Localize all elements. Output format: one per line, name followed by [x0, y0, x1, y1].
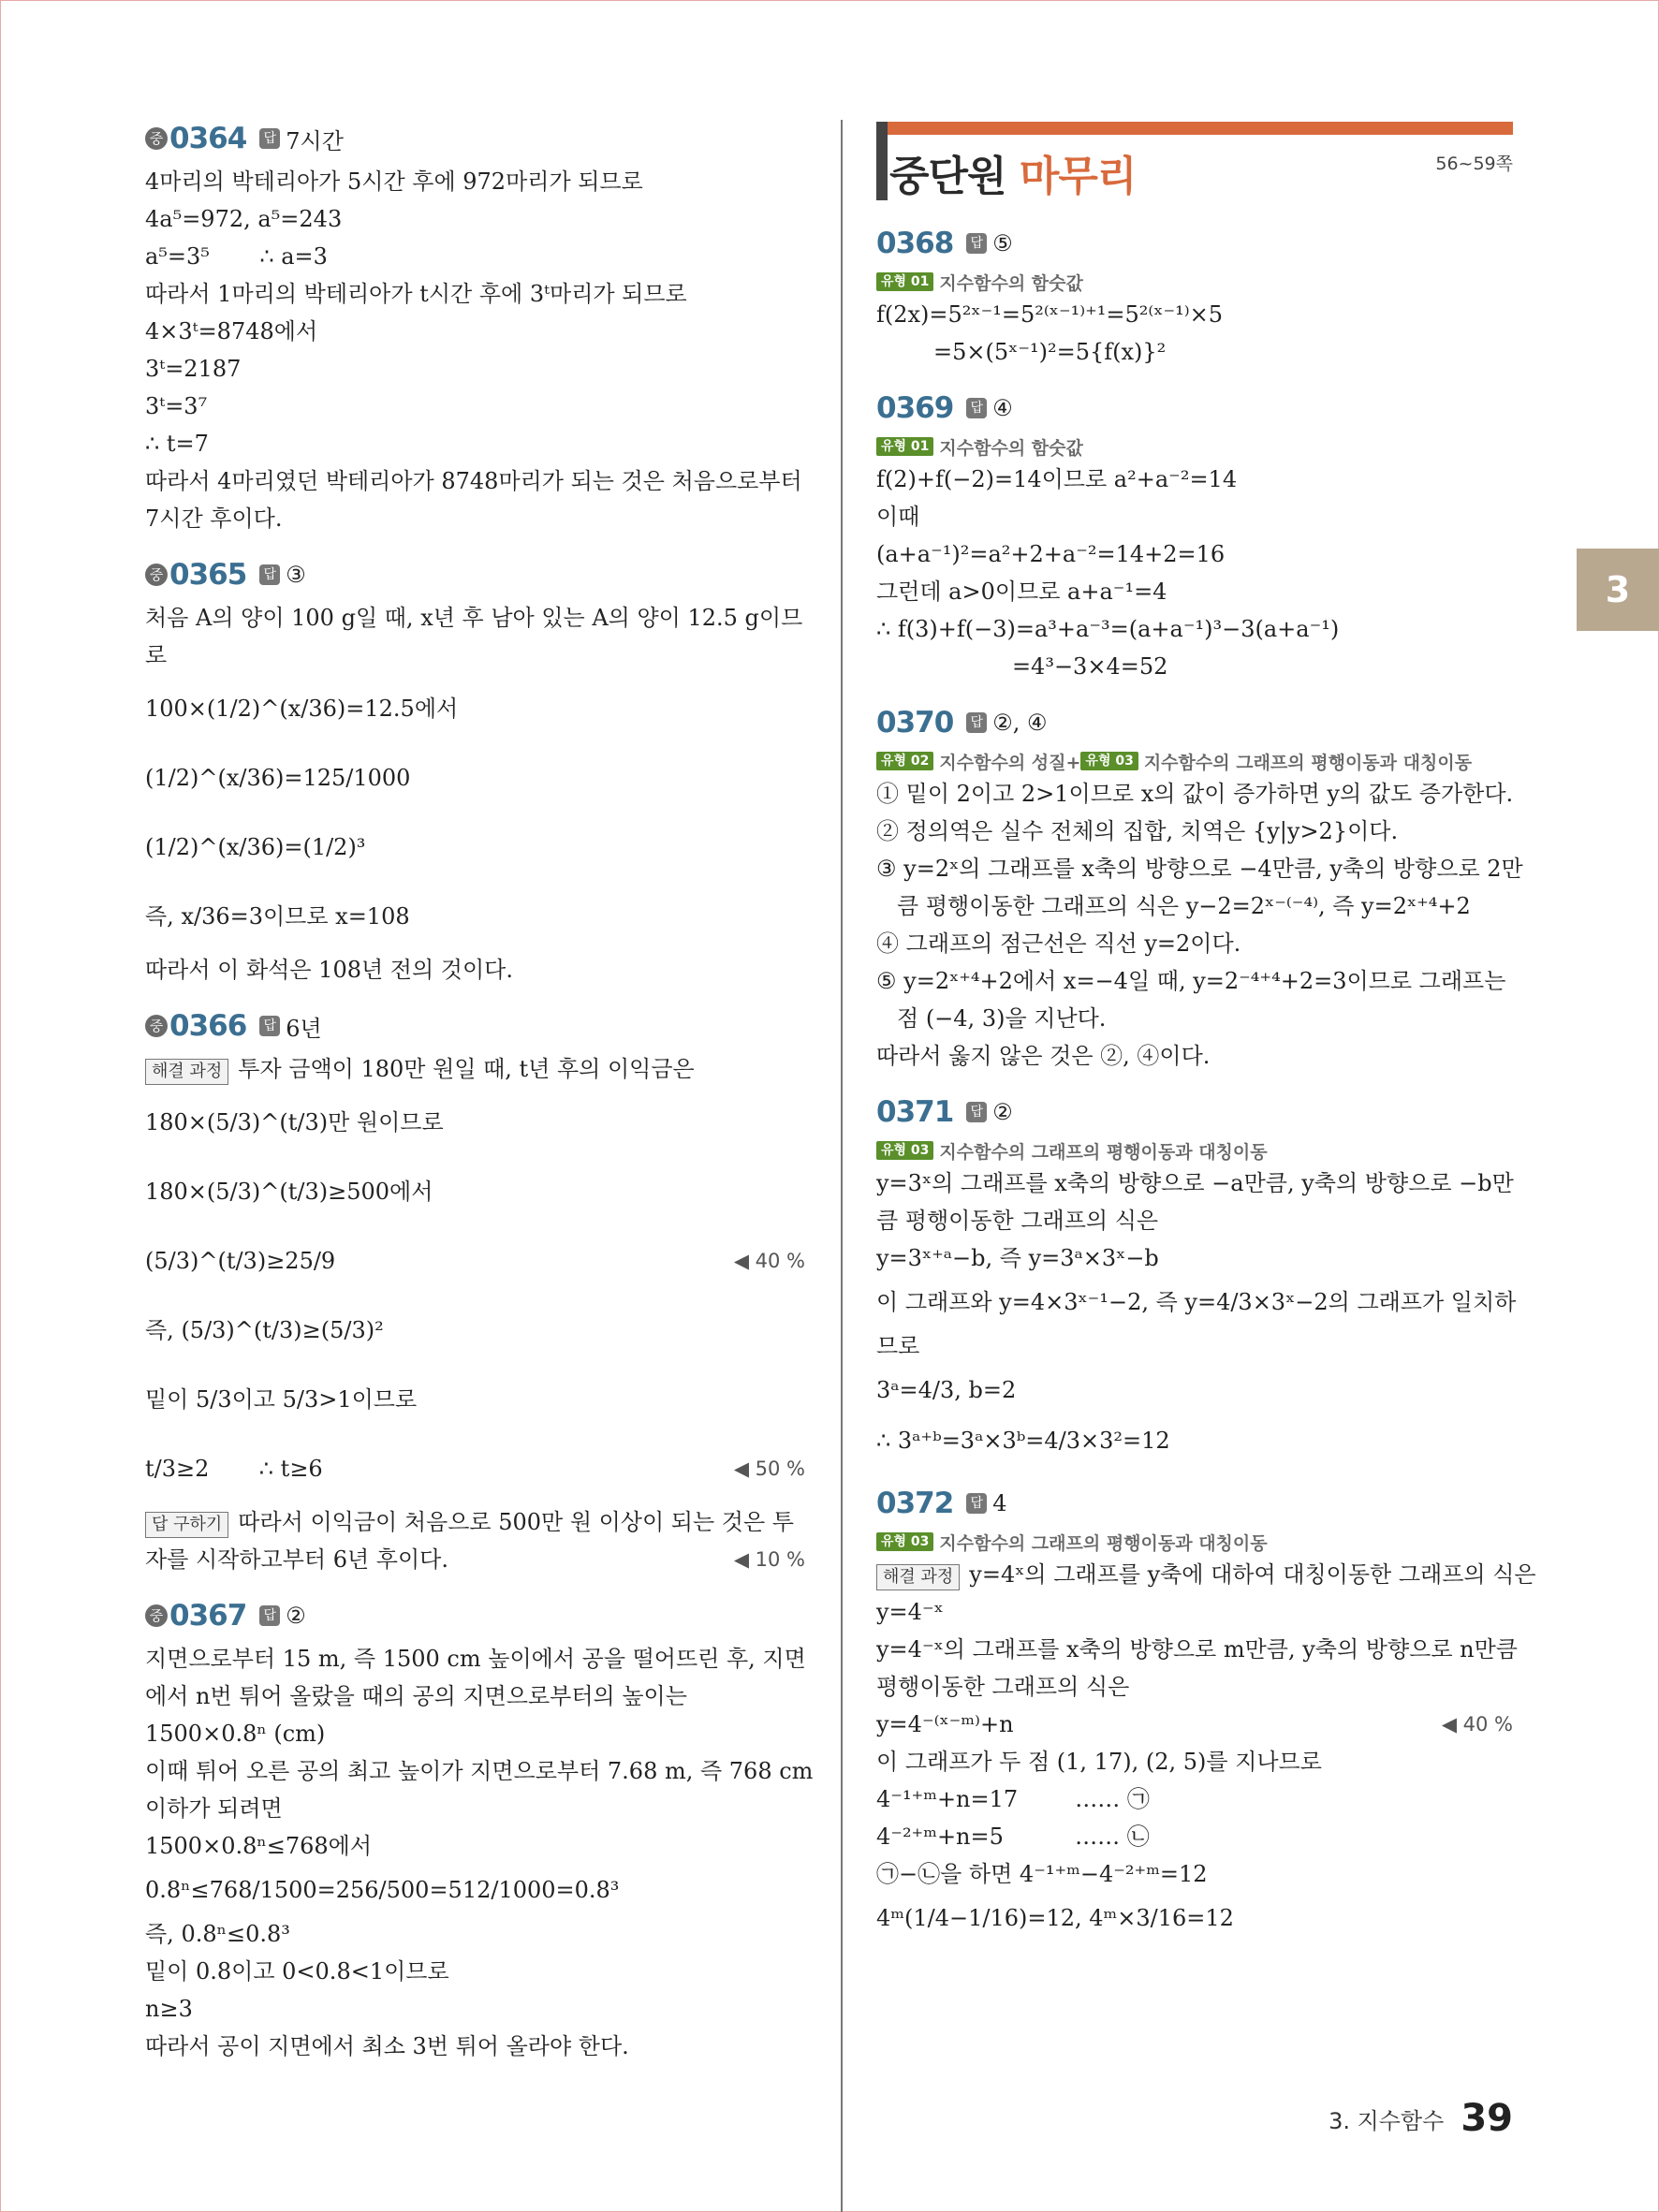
solution-text: 따라서 옳지 않은 것은 ②, ④이다.	[876, 1043, 1211, 1069]
difficulty-badge: 중	[145, 127, 168, 150]
solution-text: 따라서 이 화석은 108년 전의 것이다.	[145, 957, 513, 983]
solution-line	[876, 1165, 1513, 1202]
solution-line	[876, 887, 1513, 925]
solution-text: y=3ˣ⁺ᵃ−b, 즉 y=3ᵃ×3ˣ−b	[876, 1245, 1159, 1271]
solution-line-content	[145, 1677, 687, 1715]
solution-line	[145, 1088, 805, 1157]
solution-line	[145, 813, 805, 882]
solution-line-content	[876, 1037, 1210, 1075]
solution-text: 밑이 5/3이고 5/3>1이므로	[145, 1386, 418, 1413]
type-text: 지수함수의 그래프의 평행이동과 대칭이동	[939, 1141, 1268, 1163]
solution-line-content	[876, 1818, 1150, 1855]
solution-line-content	[876, 1668, 1129, 1706]
solution-line	[876, 1780, 1513, 1818]
solution-line-content	[876, 1855, 1208, 1893]
solution-line	[145, 743, 805, 813]
problem-0372	[876, 1485, 1536, 1943]
solution-text: f(2x)=5²ˣ⁻¹=5²⁽ˣ⁻¹⁾⁺¹=5²⁽ˣ⁻¹⁾×5	[876, 301, 1224, 328]
solution-line	[876, 1239, 1513, 1277]
solution-line-content	[876, 1743, 1322, 1780]
problem-header	[145, 556, 805, 593]
solution-text: 처음 A의 양이 100 g일 때, x년 후 남아 있는 A의 양이 12.5 g이므	[145, 605, 803, 631]
problem-0368	[876, 225, 1513, 371]
answer-value: ②	[286, 1603, 306, 1629]
solution-line	[876, 850, 1523, 887]
solution-text: 큼 평행이동한 그래프의 식은	[876, 1208, 1159, 1234]
solution-text: y=4⁻ˣ	[876, 1599, 944, 1625]
solution-line-content	[145, 743, 410, 813]
step-tag: 해결 과정	[145, 1059, 228, 1085]
solution-line-content	[876, 1631, 1518, 1668]
solution-text: 4⁻²⁺ᵐ+n=5 …… ㉡	[876, 1824, 1150, 1850]
solution-line	[876, 813, 1513, 850]
solution-line-content	[145, 1865, 619, 1915]
solution-text: (5/3)^(t/3)≥25/9	[145, 1248, 336, 1274]
solution-line	[876, 1706, 1513, 1743]
solution-line-content	[145, 425, 209, 462]
problem-0370	[876, 704, 1523, 1075]
solution-line	[876, 1855, 1513, 1893]
solution-line	[145, 500, 805, 537]
answer-label: 답	[966, 1102, 987, 1122]
solution-line	[145, 1226, 805, 1296]
solution-line-content	[145, 1157, 433, 1226]
left-column	[145, 120, 814, 2084]
step-tag: 해결 과정	[876, 1564, 960, 1590]
solution-line	[876, 1743, 1513, 1780]
solution-text: 투자 금액이 180만 원일 때, t년 후의 이익금은	[238, 1056, 695, 1082]
solution-line-content	[145, 388, 207, 425]
solution-line-content	[876, 1277, 1516, 1327]
solution-text: ∴ t=7	[145, 431, 209, 457]
solution-text: ③ y=2ˣ의 그래프를 x축의 방향으로 −4만큼, y축의 방향으로 2만	[876, 856, 1523, 882]
answer-value: ②	[992, 1099, 1013, 1125]
type-text: 지수함수의 그래프의 평행이동과 대칭이동	[939, 1532, 1268, 1554]
solution-text: 따라서 공이 지면에서 최소 3번 튀어 올라야 한다.	[145, 2033, 629, 2059]
solution-text: 4a⁵=972, a⁵=243	[145, 206, 343, 232]
solution-line-content	[876, 1202, 1158, 1239]
solution-line	[876, 1631, 1518, 1668]
solution-text: 즉, x/36=3이므로 x=108	[145, 903, 410, 930]
solution-text: y=3ˣ의 그래프를 x축의 방향으로 −a만큼, y축의 방향으로 −b만	[876, 1170, 1514, 1196]
solution-line-content	[145, 637, 167, 674]
type-text: 지수함수의 성질+	[939, 752, 1081, 773]
solution-line-content	[145, 200, 342, 238]
type-badge: 유형 01	[876, 437, 933, 456]
solution-line	[145, 674, 805, 743]
solution-line-content	[876, 1365, 1016, 1415]
problem-number: 0369	[876, 391, 954, 425]
problem-type-row	[876, 1528, 1513, 1556]
answer-value: ④	[992, 395, 1013, 421]
section-pages: 56~59쪽	[1435, 154, 1513, 174]
solution-text: 이때 튀어 오른 공의 최고 높이가 지면으로부터 7.68 m, 즉 768 cm	[145, 1758, 814, 1784]
problem-number: 0364	[169, 122, 247, 155]
type-badge: 유형 02	[876, 752, 933, 770]
answer-label: 답	[966, 1493, 987, 1514]
solution-text: 따라서 4마리였던 박테리아가 8748마리가 되는 것은 처음으로부터	[145, 468, 802, 494]
solution-text: 4⁻¹⁺ᵐ+n=17 …… ㉠	[876, 1786, 1150, 1812]
solution-line	[876, 498, 1513, 535]
solution-text: 즉, 0.8ⁿ≤0.8³	[145, 1921, 290, 1947]
solution-line	[876, 461, 1513, 498]
solution-line-content	[145, 500, 282, 537]
solution-line-content	[145, 350, 241, 388]
solution-line-content	[876, 925, 1241, 962]
solution-line	[145, 1865, 805, 1915]
solution-line	[145, 313, 805, 350]
solution-line	[145, 1827, 805, 1865]
score-percent: ◀ 50 %	[733, 1458, 805, 1480]
solution-text: 3ᵗ=2187	[145, 356, 242, 382]
solution-text: 지면으로부터 15 m, 즉 1500 cm 높이에서 공을 떨어뜨린 후, 지면	[145, 1646, 806, 1672]
solution-text: 4×3ᵗ=8748에서	[145, 318, 318, 344]
page-number: 39	[1461, 2097, 1513, 2140]
solution-line	[145, 388, 805, 425]
problem-header	[145, 1597, 805, 1634]
problem-0371	[876, 1093, 1517, 1466]
answer-label: 답	[259, 1605, 280, 1626]
solution-line	[876, 1818, 1513, 1855]
solution-line	[145, 1677, 805, 1715]
solution-text: 1500×0.8ⁿ (cm)	[145, 1721, 326, 1747]
solution-line-content	[145, 813, 365, 882]
solution-line	[876, 296, 1513, 333]
solution-text: y=4ˣ의 그래프를 y축에 대하여 대칭이동한 그래프의 식은	[969, 1561, 1536, 1588]
answer-value: ③	[286, 562, 306, 588]
solution-line	[145, 1953, 805, 1990]
solution-text: 그런데 a>0이므로 a+a⁻¹=4	[876, 579, 1167, 605]
solution-line	[145, 599, 805, 637]
solution-line-content	[145, 1365, 417, 1434]
solution-text: (1/2)^(x/36)=125/1000	[145, 765, 411, 791]
solution-text: 이때	[876, 504, 920, 530]
solution-line-content	[145, 163, 643, 200]
solution-text: 4ᵐ(1/4−1/16)=12, 4ᵐ×3/16=12	[876, 1905, 1234, 1931]
solution-line-content	[145, 674, 458, 743]
solution-line	[876, 333, 1513, 371]
solution-text: 므로	[876, 1333, 920, 1359]
solution-line	[876, 573, 1513, 610]
solution-line-content	[145, 2028, 629, 2065]
answer-value: ⑤	[992, 230, 1013, 256]
type-text: 지수함수의 함숫값	[939, 437, 1083, 459]
solution-text: 로	[145, 642, 168, 668]
solution-text: 따라서 1마리의 박테리아가 t시간 후에 3ᵗ마리가 되므로	[145, 281, 687, 307]
solution-line	[145, 951, 805, 989]
solution-line	[876, 1202, 1513, 1239]
solution-line	[876, 648, 1513, 685]
solution-line-content	[876, 296, 1223, 333]
solution-line-content	[145, 1715, 325, 1752]
solution-line	[876, 775, 1513, 813]
header-bar	[876, 122, 1513, 135]
solution-line-content	[145, 1050, 695, 1088]
solution-line-content	[876, 498, 919, 535]
solution-text: 자를 시작하고부터 6년 후이다.	[145, 1546, 448, 1573]
solution-line-content	[876, 1706, 1014, 1743]
solution-line-content	[897, 887, 1471, 925]
solution-text: 이 그래프와 y=4×3ˣ⁻¹−2, 즉 y=4/3×3ˣ−2의 그래프가 일치하	[876, 1289, 1517, 1315]
solution-line	[145, 425, 805, 462]
solution-line-content	[145, 882, 410, 951]
difficulty-badge: 중	[145, 564, 168, 586]
answer-label: 답	[259, 1016, 280, 1036]
problem-header	[876, 1485, 1513, 1522]
type-badge: 유형 03	[1080, 752, 1138, 770]
solution-line	[145, 1790, 805, 1827]
solution-text: 180×(5/3)^(t/3)≥500에서	[145, 1179, 433, 1205]
solution-line-content	[876, 1327, 919, 1365]
solution-line-content	[876, 333, 1166, 371]
solution-line	[876, 535, 1513, 573]
problem-number: 0367	[169, 1599, 247, 1633]
solution-line-content	[876, 1415, 1170, 1466]
solution-line	[145, 1503, 805, 1541]
solution-text: 이 그래프가 두 점 (1, 17), (2, 5)를 지나므로	[876, 1749, 1322, 1775]
solution-line	[145, 200, 805, 238]
solution-line-content	[145, 1827, 372, 1865]
step-tag: 답 구하기	[145, 1512, 228, 1538]
solution-line-content	[145, 951, 513, 989]
solution-line	[876, 610, 1513, 648]
solution-line-content	[145, 275, 687, 313]
solution-line	[145, 882, 805, 951]
solution-text: 0.8ⁿ≤768/1500=256/500=512/1000=0.8³	[145, 1877, 620, 1903]
solution-text: ④ 그래프의 점근선은 직선 y=2이다.	[876, 930, 1241, 957]
type-text: 지수함수의 그래프의 평행이동과 대칭이동	[1143, 752, 1473, 773]
solution-text: f(2)+f(−2)=14이므로 a²+a⁻²=14	[876, 466, 1238, 492]
solution-line-content	[145, 599, 802, 637]
type-badge: 유형 03	[876, 1532, 933, 1551]
problem-0369	[876, 389, 1513, 685]
solution-text: t/3≥2 ∴ t≥6	[145, 1456, 323, 1482]
solution-line	[145, 350, 805, 388]
solution-line-content	[876, 535, 1225, 573]
solution-text: a⁵=3⁵ ∴ a=3	[145, 243, 328, 270]
solution-text: 7시간 후이다.	[145, 505, 283, 532]
problem-number: 0366	[169, 1009, 247, 1043]
solution-line	[876, 962, 1513, 1000]
solution-line	[876, 1365, 1513, 1415]
type-badge: 유형 01	[876, 272, 933, 291]
solution-text: ㉠−㉡을 하면 4⁻¹⁺ᵐ−4⁻²⁺ᵐ=12	[876, 1861, 1208, 1887]
solution-line-content	[145, 462, 802, 500]
solution-text: y=4⁻⁽ˣ⁻ᵐ⁾+n	[876, 1711, 1014, 1737]
problem-type-row	[876, 268, 1513, 296]
problem-number: 0365	[169, 558, 247, 592]
solution-line-content	[876, 813, 1398, 850]
solution-text: y=4⁻ˣ의 그래프를 x축의 방향으로 m만큼, y축의 방향으로 n만큼	[876, 1636, 1518, 1663]
difficulty-badge: 중	[145, 1604, 168, 1627]
solution-text: 밑이 0.8이고 0<0.8<1이므로	[145, 1958, 449, 1985]
solution-line-content	[145, 1915, 290, 1953]
solution-line	[145, 238, 805, 275]
solution-line-content	[876, 850, 1523, 887]
solution-line	[145, 1990, 805, 2028]
answer-value: ②, ④	[992, 710, 1048, 736]
problem-type-row	[876, 1136, 1513, 1165]
chapter-tab: 3	[1577, 549, 1659, 631]
solution-line-content	[145, 1752, 813, 1790]
solution-line-content	[876, 1556, 1536, 1593]
solution-line-content	[145, 313, 317, 350]
answer-value: 7시간	[286, 127, 344, 154]
problem-0365	[145, 556, 805, 989]
section-title-b: 마무리	[1019, 153, 1137, 200]
problem-type-row	[876, 432, 1513, 461]
answer-label: 답	[966, 398, 987, 418]
section-header	[876, 122, 1513, 200]
solution-line	[876, 1593, 1513, 1631]
solution-text: 따라서 이익금이 처음으로 500만 원 이상이 되는 것은 투	[238, 1509, 794, 1535]
problem-header	[876, 225, 1513, 262]
solution-text: 3ᵃ=4/3, b=2	[876, 1377, 1017, 1403]
solution-text: ∴ f(3)+f(−3)=a³+a⁻³=(a+a⁻¹)³−3(a+a⁻¹)	[876, 616, 1340, 642]
solution-line-content	[145, 1541, 448, 1578]
answer-label: 답	[259, 564, 280, 585]
solution-text: ⑤ y=2ˣ⁺⁴+2에서 x=−4일 때, y=2⁻⁴⁺⁴+2=3이므로 그래프는	[876, 968, 1506, 994]
solution-line	[145, 1541, 805, 1578]
solution-line	[145, 2028, 805, 2065]
solution-line	[145, 637, 805, 674]
solution-text: 평행이동한 그래프의 식은	[876, 1674, 1130, 1700]
problem-header	[876, 389, 1513, 427]
solution-line	[876, 1037, 1513, 1075]
solution-text: 즉, (5/3)^(t/3)≥(5/3)²	[145, 1317, 384, 1343]
solution-line-content	[876, 1780, 1150, 1818]
solution-text: n≥3	[145, 1996, 193, 2022]
solution-line-content	[876, 1165, 1514, 1202]
page-footer	[1329, 2097, 1513, 2140]
solution-line-content	[876, 962, 1505, 1000]
section-title-a: 중단원	[889, 153, 1006, 200]
solution-text: ① 밑이 2이고 2>1이므로 x의 값이 증가하면 y의 값도 증가한다.	[876, 781, 1514, 807]
solution-line-content	[145, 238, 328, 275]
solution-line-content	[145, 1088, 444, 1157]
solution-line-content	[876, 1593, 944, 1631]
solution-line	[876, 1893, 1513, 1943]
solution-line-content	[876, 573, 1167, 610]
solution-line-content	[145, 1503, 794, 1541]
solution-line	[876, 1277, 1517, 1327]
problem-0366	[145, 1007, 805, 1578]
problem-0367	[145, 1597, 814, 2065]
problem-header	[145, 120, 805, 157]
solution-line-content	[145, 1296, 384, 1365]
answer-label: 답	[259, 128, 280, 149]
solution-line-content	[876, 610, 1339, 648]
solution-line-content	[145, 1640, 806, 1677]
solution-line-content	[145, 1953, 449, 1990]
solution-text: 180×(5/3)^(t/3)만 원이므로	[145, 1109, 444, 1135]
answer-label: 답	[966, 233, 987, 254]
answer-value: 6년	[286, 1015, 322, 1042]
solution-line	[145, 1365, 805, 1434]
solution-line	[145, 275, 805, 313]
solution-line	[145, 163, 805, 200]
solution-text: ∴ 3ᵃ⁺ᵇ=3ᵃ×3ᵇ=4/3×3²=12	[876, 1428, 1170, 1454]
right-column	[876, 225, 1536, 1962]
solution-line-content	[145, 1990, 193, 2028]
problem-number: 0371	[876, 1095, 954, 1129]
difficulty-badge: 중	[145, 1015, 168, 1037]
solution-line	[145, 1715, 805, 1752]
problem-header	[876, 704, 1513, 741]
score-percent: ◀ 40 %	[1441, 1713, 1513, 1736]
solution-text: ② 정의역은 실수 전체의 집합, 치역은 {y|y>2}이다.	[876, 818, 1399, 844]
footer-section: 3. 지수함수	[1329, 2107, 1445, 2134]
solution-text: 3ᵗ=3⁷	[145, 393, 208, 419]
solution-line	[876, 1415, 1513, 1466]
solution-line-content	[876, 1893, 1234, 1943]
solution-line-content	[145, 1434, 323, 1503]
problem-header	[145, 1007, 805, 1045]
solution-line	[145, 1915, 805, 1953]
solution-line	[145, 1296, 805, 1365]
solution-text: 4마리의 박테리아가 5시간 후에 972마리가 되므로	[145, 168, 643, 195]
problem-number: 0372	[876, 1487, 954, 1520]
problem-type-row	[876, 747, 1513, 775]
solution-line-content	[145, 1226, 335, 1296]
solution-text: (a+a⁻¹)²=a²+2+a⁻²=14+2=16	[876, 541, 1226, 567]
score-percent: ◀ 10 %	[733, 1548, 805, 1571]
solution-line-content	[876, 648, 1167, 685]
solution-line-content	[876, 775, 1513, 813]
answer-value: 4	[992, 1490, 1007, 1516]
solution-line-content	[876, 461, 1237, 498]
solution-line-content	[876, 1239, 1159, 1277]
answer-label: 답	[966, 712, 987, 733]
score-percent: ◀ 40 %	[733, 1250, 805, 1272]
solution-line	[876, 1327, 1513, 1365]
type-text: 지수함수의 함숫값	[939, 272, 1083, 294]
solution-text: =4³−3×4=52	[876, 653, 1168, 680]
problem-header	[876, 1093, 1513, 1131]
solution-line-content	[145, 1790, 283, 1827]
header-accent	[876, 122, 888, 200]
solution-line	[145, 1640, 805, 1677]
solution-text: 에서 n번 튀어 올랐을 때의 공의 지면으로부터의 높이는	[145, 1683, 687, 1709]
problem-0364	[145, 120, 805, 537]
problem-number: 0370	[876, 706, 954, 740]
solution-text: 이하가 되려면	[145, 1795, 283, 1822]
solution-text: 큼 평행이동한 그래프의 식은 y−2=2ˣ⁻⁽⁻⁴⁾, 즉 y=2ˣ⁺⁴+2	[897, 893, 1471, 919]
solution-line	[876, 1668, 1513, 1706]
type-badge: 유형 03	[876, 1141, 933, 1160]
solution-line	[145, 1050, 805, 1088]
solution-text: 점 (−4, 3)을 지난다.	[897, 1005, 1107, 1032]
solution-text: 100×(1/2)^(x/36)=12.5에서	[145, 696, 459, 722]
solution-line-content	[897, 1000, 1106, 1037]
solution-text: 1500×0.8ⁿ≤768에서	[145, 1833, 373, 1859]
solution-line	[876, 1556, 1536, 1593]
solution-line	[876, 925, 1513, 962]
column-divider	[841, 120, 843, 2212]
solution-line	[145, 1434, 805, 1503]
solution-text: =5×(5ˣ⁻¹)²=5{f(x)}²	[876, 339, 1167, 365]
problem-number: 0368	[876, 227, 954, 260]
solution-line	[145, 1157, 805, 1226]
solution-line	[145, 1752, 814, 1790]
solution-line	[145, 462, 805, 500]
solution-line	[876, 1000, 1513, 1037]
solution-text: (1/2)^(x/36)=(1/2)³	[145, 834, 366, 860]
section-title	[889, 142, 1136, 202]
